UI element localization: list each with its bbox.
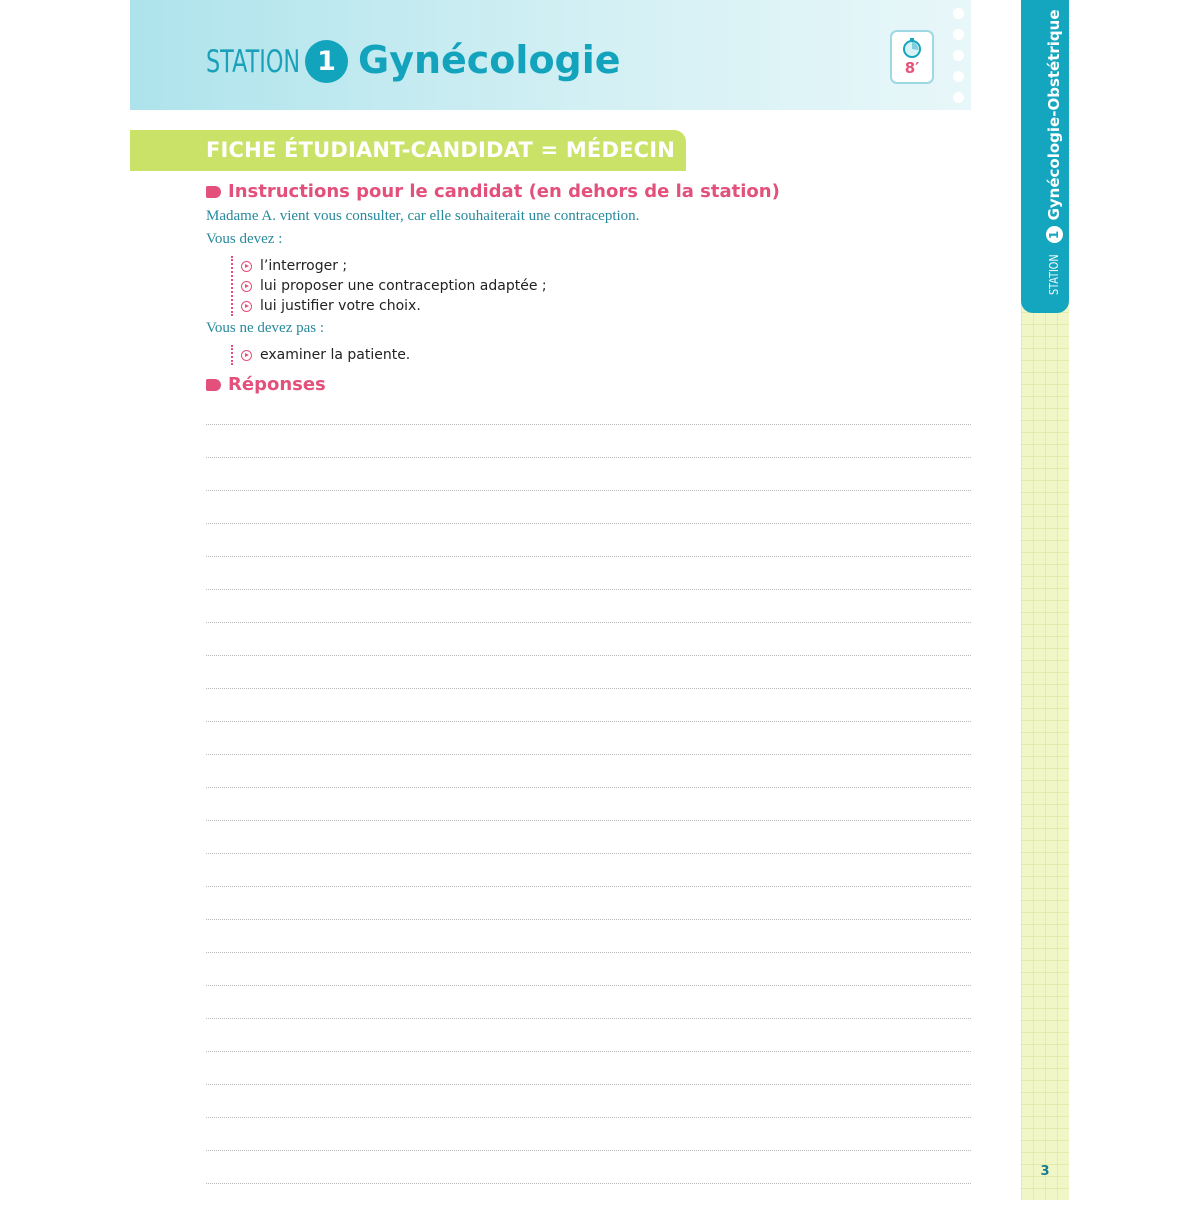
list-item-text: lui proposer une contraception adaptée ;	[260, 278, 547, 294]
responses-heading-text: Réponses	[228, 374, 326, 395]
fiche-label: FICHE ÉTUDIANT-CANDIDAT = MÉDECIN	[206, 138, 676, 162]
must-not-list	[231, 345, 410, 365]
bullet-arrow-icon	[241, 301, 252, 312]
list-item	[241, 256, 547, 276]
instructions-heading	[206, 181, 780, 202]
bullet-arrow-icon	[241, 281, 252, 292]
must-not-label: Vous ne devez pas :	[206, 320, 325, 336]
station-number-badge: 1	[305, 40, 348, 83]
fiche-banner	[130, 130, 686, 171]
case-intro: Madame A. vient vous consulter, car elle souhaiterait une contraception.	[206, 208, 640, 224]
list-item-text: l’interroger ;	[260, 258, 348, 274]
side-tab	[1021, 0, 1069, 1200]
tab-subject: Gynécologie-Obstétrique	[1045, 9, 1063, 221]
tag-marker-icon	[206, 186, 221, 198]
tab-station-word: STATION	[1047, 254, 1061, 295]
tag-marker-icon	[206, 379, 221, 391]
page-title: Gynécologie	[358, 38, 621, 82]
list-item-text: lui justifier votre choix.	[260, 298, 421, 314]
chapter-tab-label	[1045, 9, 1063, 300]
timer-value: 8′	[904, 59, 920, 77]
station-header	[130, 0, 971, 110]
station-label: STATION	[206, 44, 301, 80]
must-list	[231, 256, 547, 316]
must-label: Vous devez :	[206, 231, 283, 247]
responses-heading	[206, 374, 326, 395]
binder-holes	[953, 8, 964, 113]
list-item	[241, 345, 410, 365]
timer-badge	[890, 30, 934, 84]
stopwatch-icon	[902, 38, 922, 58]
list-item	[241, 296, 547, 316]
list-item-text: examiner la patiente.	[260, 347, 411, 363]
instructions-heading-text: Instructions pour le candidat (en dehors de la station)	[228, 181, 780, 202]
bullet-arrow-icon	[241, 261, 252, 272]
answer-lines[interactable]	[206, 424, 971, 1216]
list-item	[241, 276, 547, 296]
page-number: 3	[1040, 1164, 1050, 1179]
bullet-arrow-icon	[241, 350, 252, 361]
tab-station-number: 1	[1046, 226, 1063, 243]
